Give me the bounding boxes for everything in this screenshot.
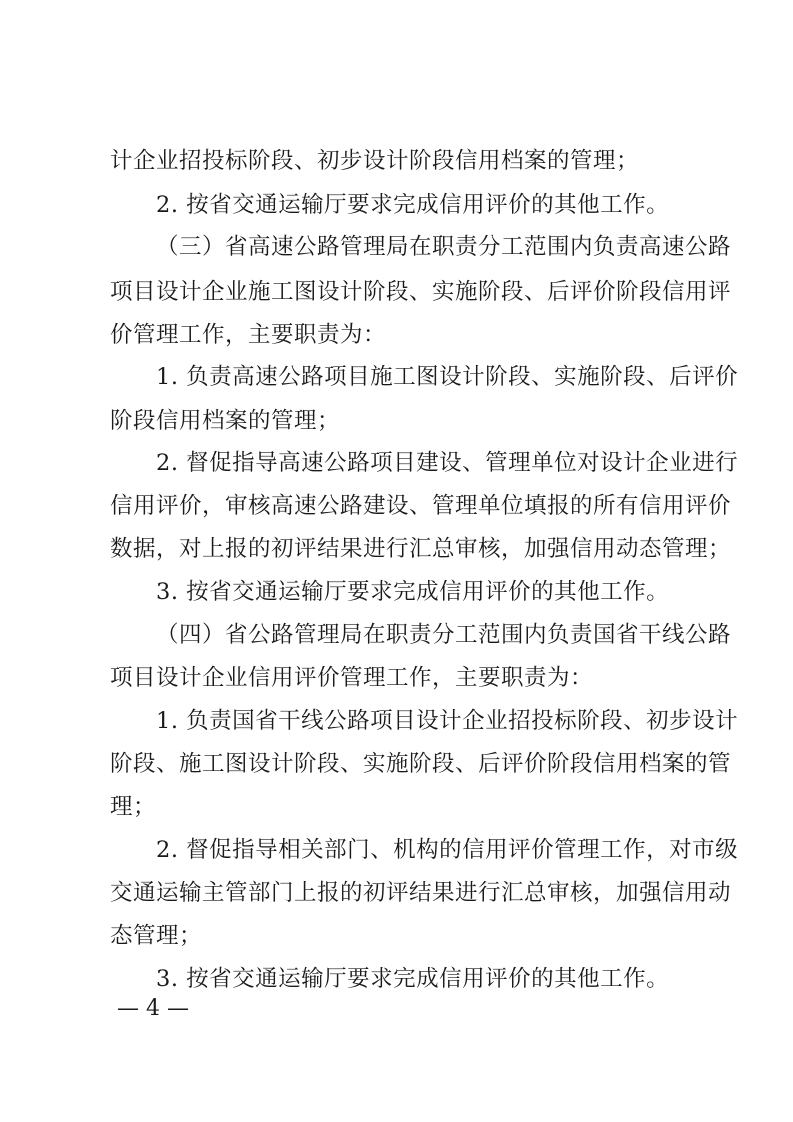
text-line: 阶段信用档案的管理； [110, 408, 341, 434]
text-line: 理； [110, 794, 157, 820]
text-line: 2. 督促指导高速公路项目建设、管理单位对设计企业进行 [156, 450, 739, 476]
section-heading: （三）省高速公路管理局在职责分工范围内负责高速公路 [156, 234, 732, 260]
text-line: 2. 按省交通运输厅要求完成信用评价的其他工作。 [156, 192, 670, 218]
page-number: — 4 — [117, 996, 189, 1021]
text-line: 2. 督促指导相关部门、机构的信用评价管理工作，对市级 [156, 837, 739, 863]
text-line: 1. 负责高速公路项目施工图设计阶段、实施阶段、后评价 [156, 364, 739, 390]
text-line: 数据，对上报的初评结果进行汇总审核，加强信用动态管理； [110, 536, 732, 562]
text-line: 计企业招投标阶段、初步设计阶段信用档案的管理； [110, 148, 640, 174]
text-line: 态管理； [110, 923, 203, 949]
text-line: 1. 负责国省干线公路项目设计企业招投标阶段、初步设计 [156, 708, 739, 734]
section-heading: （四）省公路管理局在职责分工范围内负责国省干线公路 [156, 622, 732, 648]
text-line: 价管理工作，主要职责为： [110, 322, 387, 348]
text-line: 信用评价，审核高速公路建设、管理单位填报的所有信用评价 [110, 493, 732, 519]
text-line: 阶段、施工图设计阶段、实施阶段、后评价阶段信用档案的管 [110, 751, 732, 777]
text-line: 交通运输主管部门上报的初评结果进行汇总审核，加强信用动 [110, 880, 732, 906]
text-line: 3. 按省交通运输厅要求完成信用评价的其他工作。 [156, 966, 670, 992]
text-line: 3. 按省交通运输厅要求完成信用评价的其他工作。 [156, 579, 670, 605]
text-line: 项目设计企业施工图设计阶段、实施阶段、后评价阶段信用评 [110, 279, 732, 305]
text-line: 项目设计企业信用评价管理工作，主要职责为： [110, 665, 594, 691]
